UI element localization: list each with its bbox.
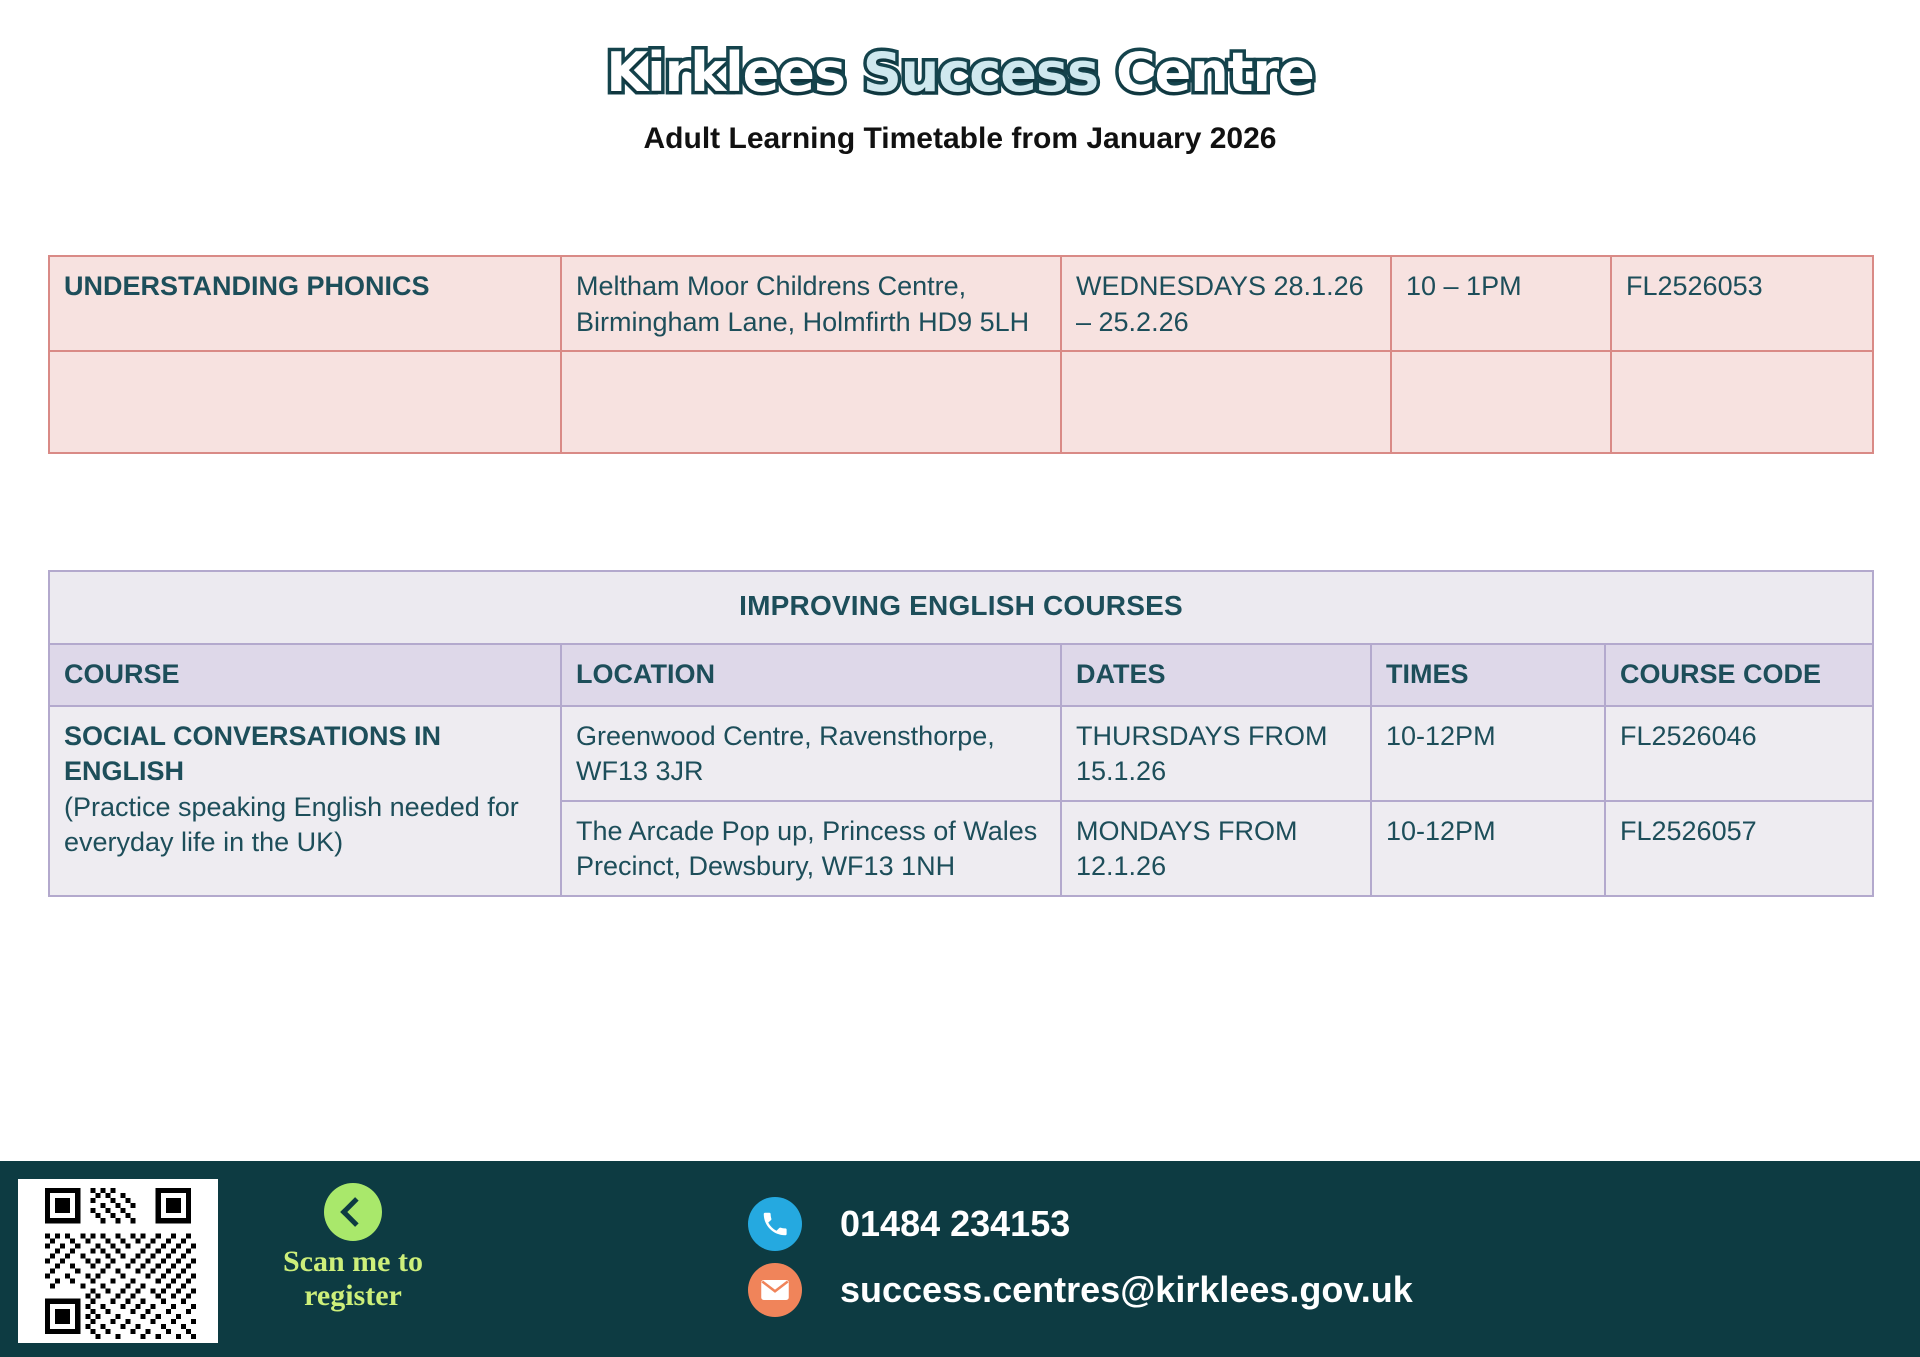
qr-code-image bbox=[22, 1183, 214, 1339]
phonics-course-name: UNDERSTANDING PHONICS bbox=[49, 256, 561, 351]
logo-word-centre: Centre bbox=[1115, 41, 1314, 104]
english-row2-times: 10-12PM bbox=[1371, 801, 1605, 896]
phonics-course-table bbox=[48, 255, 1874, 454]
spacer-cell-dates bbox=[1061, 351, 1391, 453]
english-table-band-title: IMPROVING ENGLISH COURSES bbox=[49, 571, 1873, 644]
english-course-name-cell bbox=[49, 706, 561, 897]
chevron-left-icon bbox=[324, 1183, 382, 1241]
table-row bbox=[49, 706, 1873, 801]
column-header-location: LOCATION bbox=[561, 644, 1061, 706]
page-title: Adult Learning Timetable from January 2026 bbox=[643, 122, 1277, 155]
spacer-cell-times bbox=[1391, 351, 1611, 453]
english-row2-location: The Arcade Pop up, Princess of Wales Precinct, Dewsbury, WF13 1NH bbox=[561, 801, 1061, 896]
phone-row bbox=[748, 1197, 1413, 1251]
email-address[interactable]: success.centres@kirklees.gov.uk bbox=[840, 1269, 1413, 1310]
table-band-row bbox=[49, 571, 1873, 644]
spacer-cell-location bbox=[561, 351, 1061, 453]
table-row bbox=[49, 256, 1873, 351]
phone-number[interactable]: 01484 234153 bbox=[840, 1203, 1071, 1244]
english-row1-code: FL2526046 bbox=[1605, 706, 1873, 801]
column-header-course-code: COURSE CODE bbox=[1605, 644, 1873, 706]
english-row2-dates: MONDAYS FROM 12.1.26 bbox=[1061, 801, 1371, 896]
english-row1-times: 10-12PM bbox=[1371, 706, 1605, 801]
phonics-course-dates: WEDNESDAYS 28.1.26 – 25.2.26 bbox=[1061, 256, 1391, 351]
logo-word-success: Success bbox=[862, 41, 1099, 104]
envelope-icon bbox=[748, 1263, 802, 1317]
phonics-course-code: FL2526053 bbox=[1611, 256, 1873, 351]
contact-details bbox=[748, 1197, 1413, 1329]
spacer-cell-course bbox=[49, 351, 561, 453]
logo-word-kirklees: Kirklees bbox=[606, 41, 846, 104]
column-header-dates: DATES bbox=[1061, 644, 1371, 706]
phonics-course-times: 10 – 1PM bbox=[1391, 256, 1611, 351]
footer-bar bbox=[0, 1161, 1920, 1357]
header-logo-area bbox=[0, 0, 1920, 104]
spacer-cell-code bbox=[1611, 351, 1873, 453]
table-header-row bbox=[49, 644, 1873, 706]
phone-icon bbox=[748, 1197, 802, 1251]
english-row1-location: Greenwood Centre, Ravensthorpe, WF13 3JR bbox=[561, 706, 1061, 801]
qr-code[interactable] bbox=[18, 1179, 218, 1343]
scan-label-line1: Scan me to bbox=[283, 1245, 423, 1278]
kirklees-success-centre-logo bbox=[606, 41, 1314, 104]
english-row1-dates: THURSDAYS FROM 15.1.26 bbox=[1061, 706, 1371, 801]
english-row2-code: FL2526057 bbox=[1605, 801, 1873, 896]
english-course-title: SOCIAL CONVERSATIONS IN ENGLISH bbox=[64, 720, 442, 787]
english-course-note: (Practice speaking English needed for everyday life in the UK) bbox=[64, 791, 519, 858]
email-row bbox=[748, 1263, 1413, 1317]
scan-to-register-block bbox=[238, 1183, 468, 1312]
scan-label-line2: register bbox=[304, 1278, 402, 1312]
table-row-spacer bbox=[49, 351, 1873, 453]
column-header-course: COURSE bbox=[49, 644, 561, 706]
column-header-times: TIMES bbox=[1371, 644, 1605, 706]
phonics-course-location: Meltham Moor Childrens Centre, Birmingham Lane, Holmfirth HD9 5LH bbox=[561, 256, 1061, 351]
improving-english-courses-table bbox=[48, 570, 1874, 897]
